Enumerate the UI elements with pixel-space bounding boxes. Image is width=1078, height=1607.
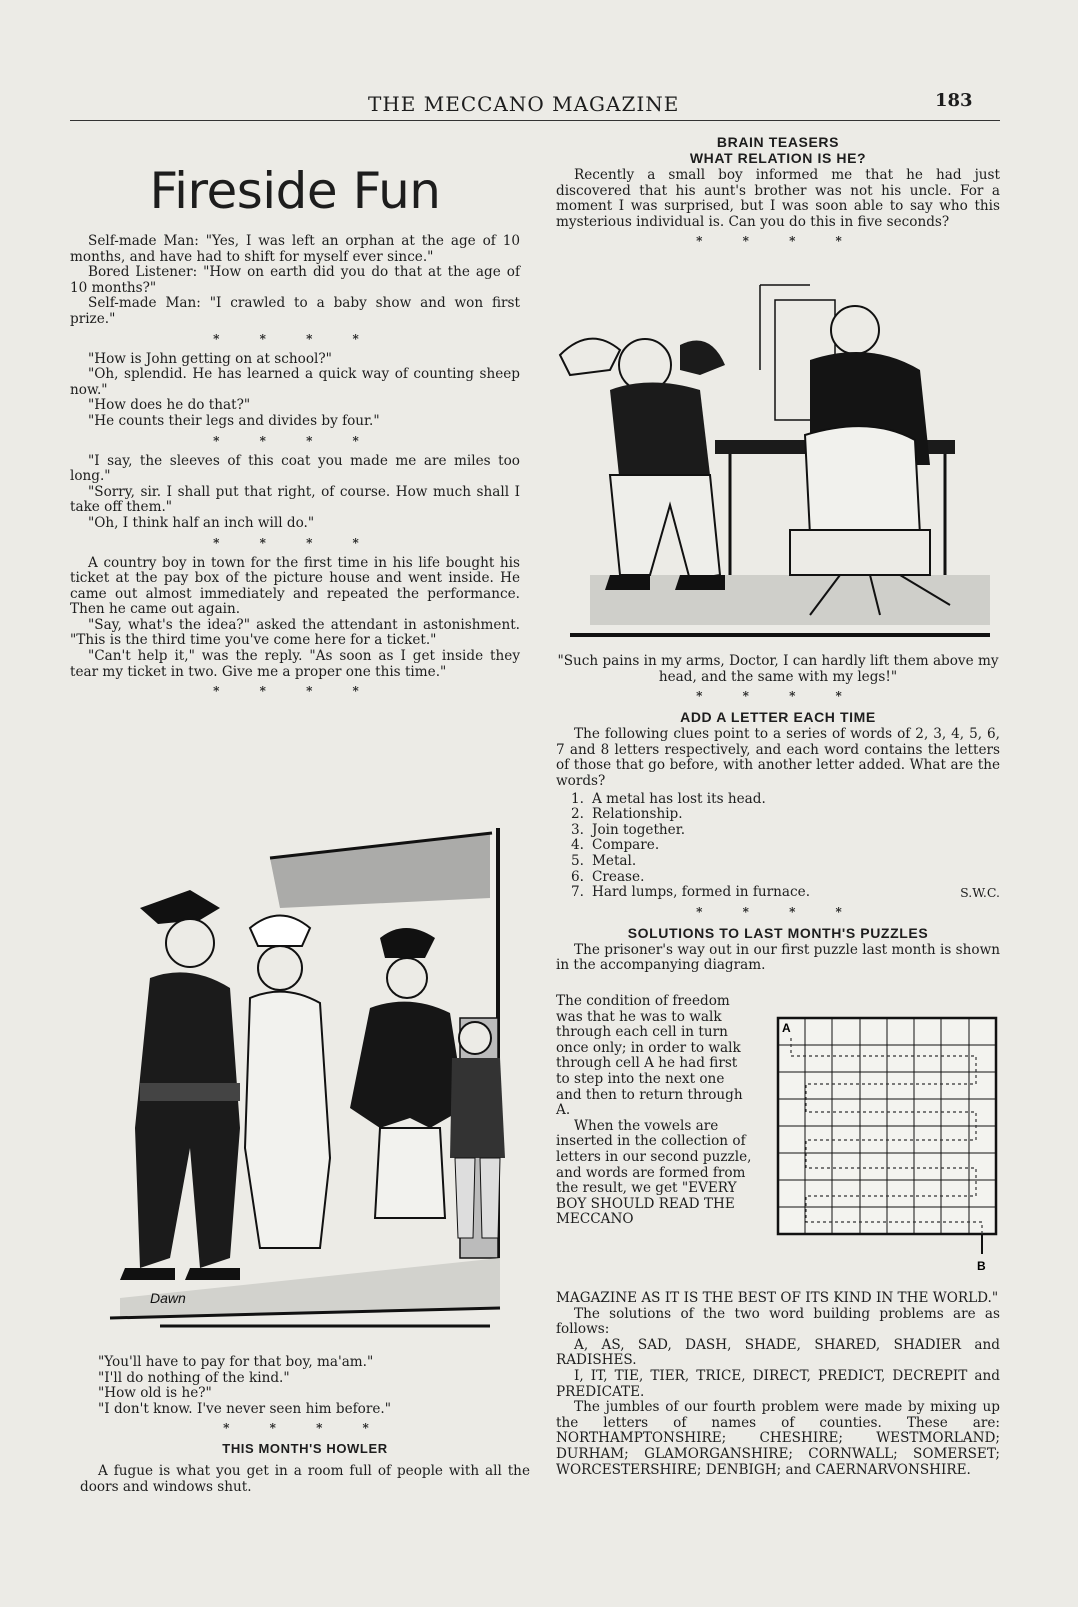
- maze-diagram: [776, 1016, 1002, 1278]
- brain-teasers-heading: BRAIN TEASERS: [716, 134, 840, 150]
- stars-divider: * * * *: [213, 433, 377, 448]
- header-rule: [70, 120, 1000, 121]
- clue-item: 3. Join together.: [571, 821, 686, 838]
- clue-item: 6. Crease.: [571, 868, 645, 885]
- caption-line: "I don't know. I've never seen him before.": [98, 1400, 391, 1417]
- magazine-title: THE MECCANO MAGAZINE: [368, 92, 680, 116]
- relation-text: Recently a small boy informed me that he had just discovered that his aunt's brother was not his uncle. For a moment I was surprised, but I was soon able to say who this mysterious individual is. Can you do this in five seconds?: [556, 167, 1000, 230]
- solution-vowels: When the vowels are inserted in the collection of letters in our second puzzle, and words are formed from the result, we get "EVERY BOY SHOULD READ THE MECCANO: [556, 1117, 752, 1228]
- stars-divider: * * * *: [213, 331, 377, 346]
- stars-divider: * * * *: [696, 234, 860, 249]
- stars-divider: * * * *: [213, 535, 377, 550]
- solution-word-building: The solutions of the two word building problems are as follows:: [556, 1305, 1000, 1338]
- joke3-line: "Oh, I think half an inch will do.": [88, 514, 315, 531]
- solutions-intro: The prisoner's way out in our first puzzle last month is shown in the accompanying diagram.: [556, 941, 1000, 974]
- add-letter-heading: ADD A LETTER EACH TIME: [680, 709, 876, 726]
- caption-line: "You'll have to pay for that boy, ma'am.": [98, 1354, 374, 1370]
- joke3-line: "I say, the sleeves of this coat you made me are miles too long.": [70, 452, 520, 485]
- clue-item: 1. A metal has lost its head.: [571, 790, 766, 807]
- solution-narrow-text: [556, 994, 752, 1228]
- howler-text: A fugue is what you get in a room full of people with all the doors and windows shut.: [80, 1463, 530, 1495]
- joke4-line: "Say, what's the idea?" asked the attendant in astonishment. "This is the third time you've come here for a ticket.": [70, 616, 520, 649]
- caption-line: "How old is he?": [98, 1385, 212, 1402]
- joke2-line: "He counts their legs and divides by four.": [88, 412, 380, 429]
- caption-line: "I'll do nothing of the kind.": [98, 1369, 290, 1386]
- joke2-line: "Oh, splendid. He has learned a quick way of counting sheep now.": [70, 366, 520, 398]
- joke4-line: A country boy in town for the first time in his life bought his ticket at the pay box of the picture house and went inside. He came out almost immediately and repeated the performance. Then he came out again.: [70, 554, 520, 618]
- solution-a: A, AS, SAD, DASH, SHADE, SHARED, SHADIER and RADISHES.: [556, 1336, 1000, 1369]
- doctor-cartoon: [550, 275, 1000, 650]
- joke3-line: "Sorry, sir. I shall put that right, of course. How much shall I take off them.": [70, 483, 520, 516]
- doctor-caption: "Such pains in my arms, Doctor, I can hardly lift them above my head, and the same with my legs!": [557, 653, 999, 685]
- solution-jumbles: The jumbles of our fourth problem were made by mixing up the letters of names of counties. These are: NORTHAMPTONSHIRE; CHESHIRE; WESTMORLAND; DURHAM; GLAMORGANSHIRE; CORNWALL; SOMERSET; WORCESTERSHIRE; DENBIGH; and CAERNARVONSHIRE.: [556, 1399, 1000, 1478]
- brain-teasers-section: [556, 134, 1000, 254]
- joke2-line: "How is John getting on at school?": [88, 350, 332, 367]
- solution-condition: The condition of freedom was that he was to walk through each cell in turn once only; in order to walk through cell A he had first to step into the next one and then to return through A.: [556, 993, 743, 1119]
- howler-heading: THIS MONTH'S HOWLER: [222, 1441, 388, 1457]
- clue-item: 2. Relationship.: [571, 806, 683, 823]
- cartoon-caption: [80, 1355, 530, 1496]
- fireside-fun-title: Fireside Fun: [149, 162, 441, 220]
- joke1-line: Bored Listener: "How on earth did you do that at the age of 10 months?": [70, 264, 520, 296]
- joke4-line: "Can't help it," was the reply. "As soon as I get inside they tear my ticket in two. Give me a proper one this time.": [70, 648, 520, 680]
- clue-item: 4. Compare.: [571, 837, 660, 854]
- clue-item: 5. Metal.: [571, 852, 637, 869]
- clue-item: 7. Hard lumps, formed in furnace. S.W.C.: [571, 884, 1000, 901]
- page-number: 183: [935, 90, 973, 111]
- solution-i: I, IT, TIE, TIER, TRICE, DIRECT, PREDICT, DECREPIT and PREDICATE.: [556, 1367, 1000, 1400]
- stars-divider: * * * *: [696, 904, 860, 919]
- left-column: [70, 128, 520, 828]
- grid-label-a: A: [782, 1021, 791, 1035]
- solution-vowels-end: MAGAZINE AS IT IS THE BEST OF ITS KIND IN THE WORLD.": [556, 1290, 999, 1306]
- ticket-office-cartoon: [80, 828, 530, 1348]
- what-relation-heading: WHAT RELATION IS HE?: [689, 150, 867, 166]
- solutions-heading: SOLUTIONS TO LAST MONTH'S PUZZLES: [627, 924, 929, 941]
- stars-divider: * * * *: [696, 689, 860, 704]
- signature-swc: S.W.C.: [960, 885, 1000, 901]
- add-letter-text: The following clues point to a series of words of 2, 3, 4, 5, 6, 7 and 8 letters respectively, and each word contains the letters of those that go before, with another letter added. What are the words?: [556, 726, 1000, 789]
- artist-signature: Dawn: [150, 1290, 186, 1306]
- stars-divider: * * * *: [223, 1421, 387, 1436]
- stars-divider: * * * *: [213, 684, 377, 699]
- add-letter-section: [556, 654, 1000, 974]
- clue-list: [556, 792, 1000, 901]
- joke1-line: Self-made Man: "Yes, I was left an orphan at the age of 10 months, and have had to shift for myself ever since.": [70, 233, 520, 265]
- solutions-continued: [556, 1291, 1000, 1478]
- grid-label-b: B: [977, 1259, 986, 1273]
- joke2-line: "How does he do that?": [88, 397, 251, 414]
- joke1-line: Self-made Man: "I crawled to a baby show and won first prize.": [70, 295, 520, 327]
